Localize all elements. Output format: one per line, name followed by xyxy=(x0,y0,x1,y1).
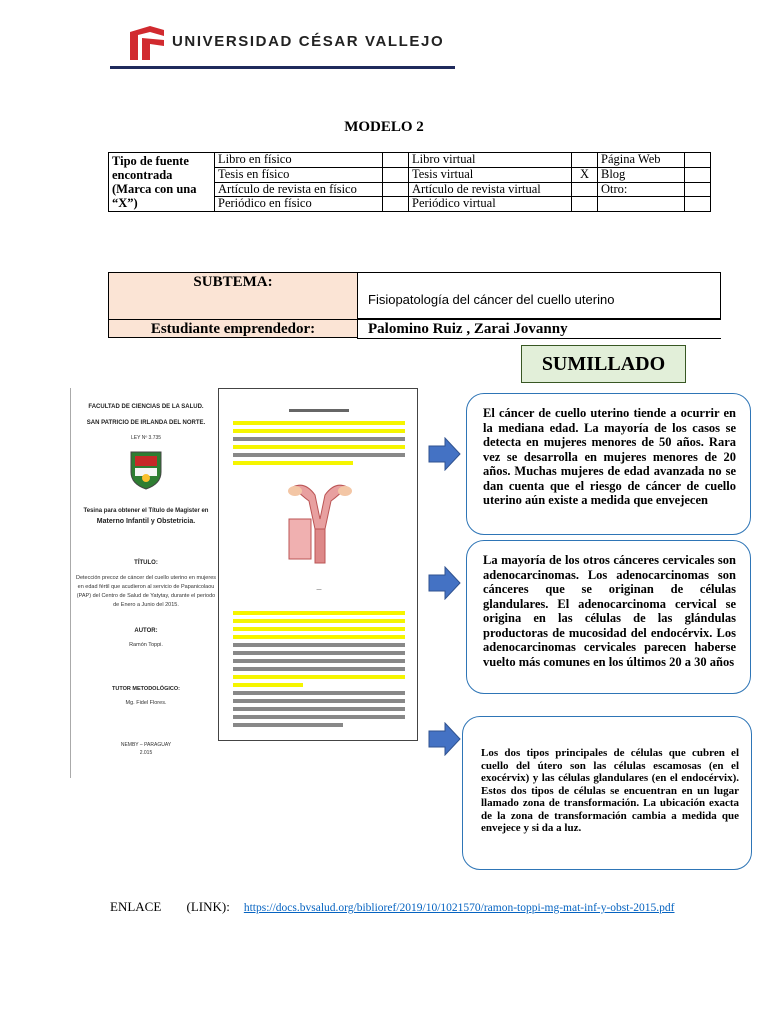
text-line xyxy=(233,691,405,695)
option-articulo-fisico: Artículo de revista en físico xyxy=(215,182,383,197)
cover-faculty: FACULTAD DE CIENCIAS DE LA SALUD. xyxy=(88,404,204,410)
subtema-divider xyxy=(108,319,721,320)
text-line xyxy=(233,437,405,441)
option-libro-fisico: Libro en físico xyxy=(215,153,383,168)
highlighted-text-line xyxy=(233,683,303,687)
checkbox-periodico-virtual[interactable] xyxy=(572,197,598,212)
checkbox-blog[interactable] xyxy=(685,167,711,182)
cover-tutor-name: Mg. Fidel Flores. xyxy=(125,700,167,706)
option-blog: Blog xyxy=(598,167,685,182)
text-line xyxy=(233,699,405,703)
highlighted-text-line xyxy=(233,421,405,425)
cover-tutor-label: TUTOR METODOLÓGICO: xyxy=(112,686,180,692)
cover-titulo-label: TÍTULO: xyxy=(134,560,158,566)
checkbox-periodico-fisico[interactable] xyxy=(383,197,409,212)
thesis-inner-page xyxy=(218,388,418,741)
highlighted-text-line xyxy=(233,461,353,465)
highlighted-text-line xyxy=(233,445,405,449)
highlighted-text-line xyxy=(233,429,405,433)
checkbox-libro-virtual[interactable] xyxy=(572,153,598,168)
cover-autor-name: Ramón Toppi. xyxy=(129,642,163,648)
page-heading-line xyxy=(289,409,349,412)
text-line xyxy=(233,715,405,719)
option-otro: Otro: xyxy=(598,182,685,197)
cover-thesis-title-2: Materno Infantil y Obstetricia. xyxy=(96,518,196,525)
cover-law: LEY Nº 3.735 xyxy=(130,435,162,441)
checkbox-tesis-virtual[interactable]: X xyxy=(572,167,598,182)
checkbox-otro[interactable] xyxy=(685,182,711,197)
highlighted-text-line xyxy=(233,627,405,631)
text-line xyxy=(233,643,405,647)
student-underline xyxy=(357,338,721,339)
student-label: Estudiante emprendedor: xyxy=(150,321,316,337)
model-title: MODELO 2 xyxy=(344,119,424,135)
text-line xyxy=(233,723,343,727)
option-periodico-virtual: Periódico virtual xyxy=(409,197,572,212)
checkbox-tesis-fisico[interactable] xyxy=(383,167,409,182)
uterus-illustration xyxy=(285,479,355,569)
checkbox-articulo-fisico[interactable] xyxy=(383,182,409,197)
cover-titulo-text: Detección precoz de cáncer del cuello uterino en mujeres en edad fértil que acudieron al servicio de Papanicolaou (PAP) del Centro de Salud de Yatytay, durante el periodo de Enero a Junio del 2015. xyxy=(75,575,217,608)
option-tesis-fisico: Tesis en físico xyxy=(215,167,383,182)
checkbox-pagina-web[interactable] xyxy=(685,153,711,168)
option-tesis-virtual: Tesis virtual xyxy=(409,167,572,182)
text-line xyxy=(233,659,405,663)
empty-checkbox xyxy=(685,197,711,212)
subtema-value: Fisiopatología del cáncer del cuello uterino xyxy=(368,292,615,307)
university-logo xyxy=(130,26,164,60)
arrow-right-icon xyxy=(427,566,461,600)
text-line xyxy=(233,651,405,655)
highlighted-text-line xyxy=(233,675,405,679)
summary-box-1: El cáncer de cuello uterino tiende a ocurrir en la mediana edad. La mayoría de los casos se detecta en mujeres menores de 50 años. Rara vez se desarrolla en mujeres menores de 20 años. Muchas mujeres de edad avanzada no se dan cuenta que el riesgo de cáncer de cuello uterino aún existe a medida que envejecen xyxy=(466,393,751,535)
arrow-right-icon xyxy=(427,437,461,471)
cover-university: SAN PATRICIO DE IRLANDA DEL NORTE. xyxy=(86,420,206,426)
option-articulo-virtual: Artículo de revista virtual xyxy=(409,182,572,197)
option-pagina-web: Página Web xyxy=(598,153,685,168)
source-type-table xyxy=(108,152,711,212)
student-name: Palomino Ruiz , Zarai Jovanny xyxy=(368,321,568,337)
text-line xyxy=(233,453,405,457)
text-line xyxy=(233,667,405,671)
checkbox-libro-fisico[interactable] xyxy=(383,153,409,168)
enlace-line xyxy=(110,896,690,919)
source-type-label: Tipo de fuente encontrada (Marca con una “X”) xyxy=(109,153,215,212)
text-line xyxy=(233,707,405,711)
cover-thesis-title-1: Tesina para obtener el Título de Magister en xyxy=(83,508,209,514)
summary-box-2: La mayoría de los otros cánceres cervicales son adenocarcinomas. Los adenocarcinomas son cánceres que se originan de células glandulares. El adenocarcinoma cervical se origina en las células de las glándulas productoras de mucosidad del endocérvix. Los adenocarcinomas cervicales parecen haberse vuelto más comunes en los últimos 20 a 30 años xyxy=(466,540,751,694)
checkbox-articulo-virtual[interactable] xyxy=(572,182,598,197)
highlighted-text-line xyxy=(233,635,405,639)
highlighted-text-line xyxy=(233,611,405,615)
summary-box-3: Los dos tipos principales de células que cubren el cuello del útero son las células escamosas (en el exocérvix) y las células glandulares (en el endocérvix). Estos dos tipos de células se encuentran en un lugar llamado zona de transformación. La ubicación exacta de la zona de transformación cambia a medida que envejece y si da a luz. xyxy=(462,716,752,870)
sumillado-title: SUMILLADO xyxy=(521,345,686,383)
source-link[interactable]: https://docs.bvsalud.org/biblioref/2019/10/1021570/ramon-toppi-mg-mat-inf-y-obst-2015.pdf xyxy=(243,902,675,914)
cover-year: 2.015 xyxy=(139,750,153,756)
header-rule xyxy=(110,66,455,69)
figure-caption: — xyxy=(316,587,322,593)
cover-autor-label: AUTOR: xyxy=(134,628,158,634)
enlace-label: ENLACE (LINK): xyxy=(110,899,230,914)
subtema-label: SUBTEMA: xyxy=(193,274,273,290)
cover-place: NEMBY – PARAGUAY xyxy=(120,742,172,748)
empty-cell xyxy=(598,197,685,212)
arrow-right-icon xyxy=(427,722,461,756)
option-libro-virtual: Libro virtual xyxy=(409,153,572,168)
cover-crest-icon xyxy=(129,450,163,490)
institution-name: UNIVERSIDAD CÉSAR VALLEJO xyxy=(172,33,445,50)
option-periodico-fisico: Periódico en físico xyxy=(215,197,383,212)
highlighted-text-line xyxy=(233,619,405,623)
thesis-cover-page xyxy=(70,388,221,778)
